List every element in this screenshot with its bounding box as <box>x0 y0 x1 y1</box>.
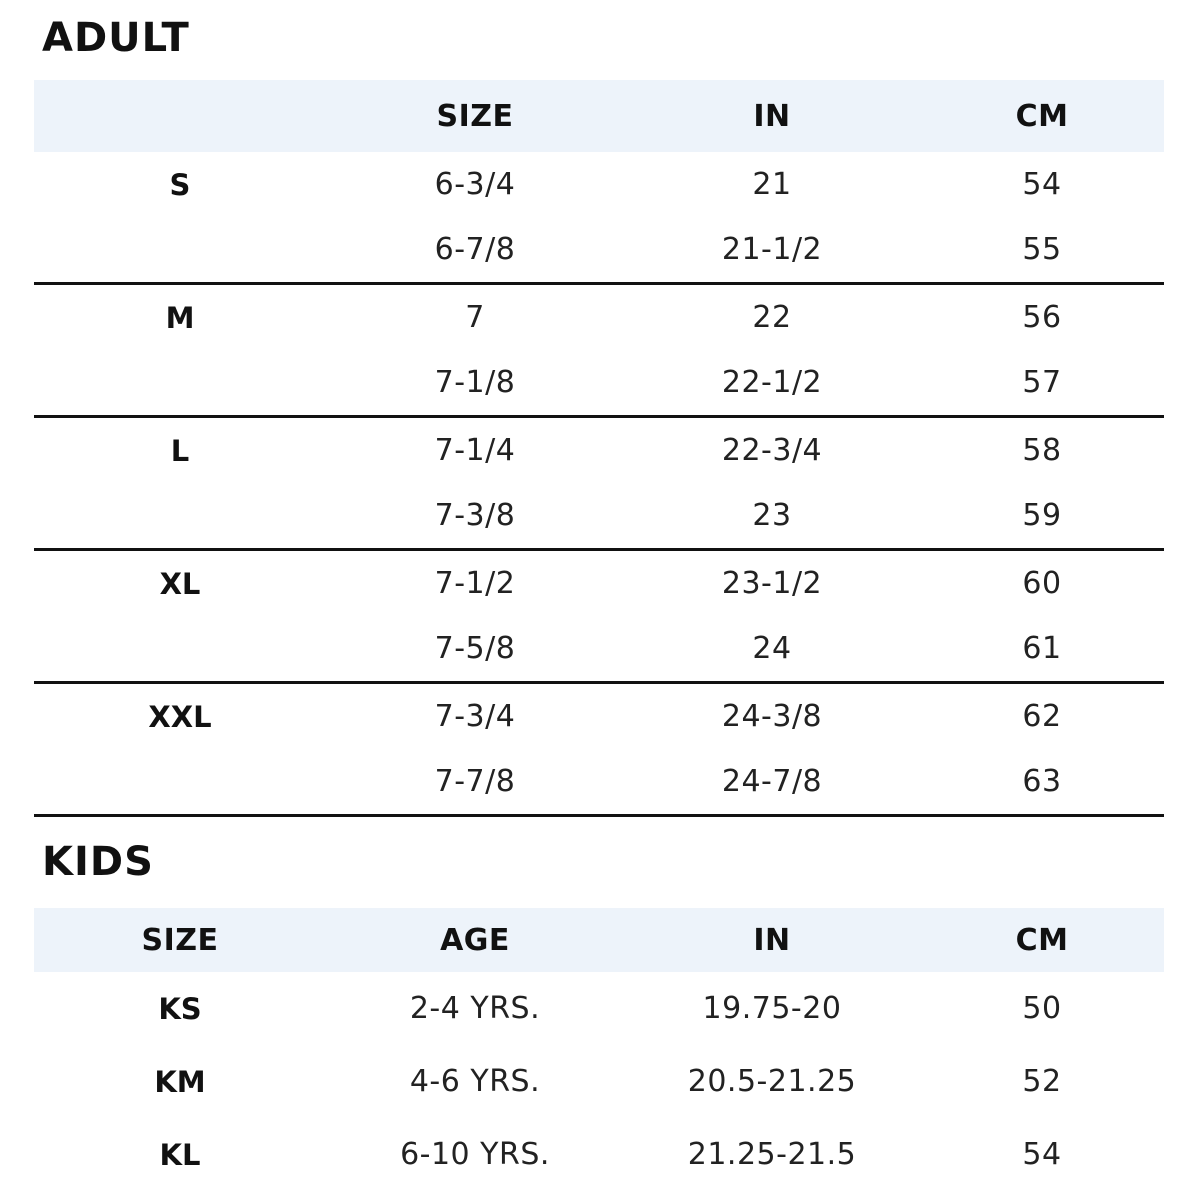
adult-header-in: IN <box>753 98 791 134</box>
adult-in-value: 22-1/2 <box>721 365 823 400</box>
adult-size-value: 6-3/4 <box>434 167 516 202</box>
kids-cm-value: 54 <box>1022 1137 1062 1172</box>
adult-size-value: 7 <box>465 300 485 335</box>
adult-size-label: S <box>169 167 191 202</box>
adult-cm-value: 61 <box>1022 631 1062 666</box>
adult-group-xxl <box>34 684 1164 817</box>
adult-in-value: 22-3/4 <box>721 433 823 468</box>
adult-size-value: 7-1/2 <box>434 566 516 601</box>
kids-header-in: IN <box>753 922 791 958</box>
adult-group-xl <box>34 551 1164 684</box>
table-row <box>34 1045 1164 1118</box>
table-row <box>34 418 1164 483</box>
adult-size-value: 7-7/8 <box>434 764 516 799</box>
adult-header-size: SIZE <box>436 98 514 134</box>
kids-size-label: KM <box>154 1064 206 1099</box>
table-row <box>34 217 1164 282</box>
table-row <box>34 749 1164 814</box>
adult-in-value: 23-1/2 <box>721 566 823 601</box>
table-row <box>34 972 1164 1045</box>
kids-header-cm: CM <box>1015 922 1069 958</box>
adult-size-value: 7-5/8 <box>434 631 516 666</box>
kids-in-value: 21.25-21.5 <box>687 1137 857 1172</box>
adult-in-value: 24 <box>752 631 792 666</box>
kids-header-age: AGE <box>440 922 510 958</box>
kids-in-value: 20.5-21.25 <box>687 1064 857 1099</box>
kids-age-value: 2-4 YRS. <box>409 991 541 1026</box>
empty-cell <box>34 350 326 415</box>
table-row <box>34 152 1164 217</box>
adult-size-value: 7-3/8 <box>434 498 516 533</box>
adult-in-value: 22 <box>752 300 792 335</box>
kids-age-value: 6-10 YRS. <box>400 1137 550 1172</box>
kids-size-label: KS <box>158 991 202 1026</box>
kids-in-value: 19.75-20 <box>702 991 842 1026</box>
table-row <box>34 1118 1164 1191</box>
empty-cell <box>34 616 326 681</box>
table-row <box>34 616 1164 681</box>
adult-cm-value: 55 <box>1022 232 1062 267</box>
adult-header-cm: CM <box>1015 98 1069 134</box>
adult-cm-value: 62 <box>1022 699 1062 734</box>
adult-size-value: 7-1/4 <box>434 433 516 468</box>
adult-group-s <box>34 152 1164 285</box>
table-row <box>34 350 1164 415</box>
adult-in-value: 24-7/8 <box>721 764 823 799</box>
kids-age-value: 4-6 YRS. <box>409 1064 541 1099</box>
adult-cm-value: 59 <box>1022 498 1062 533</box>
adult-header-row <box>34 80 1164 152</box>
adult-cm-value: 63 <box>1022 764 1062 799</box>
kids-header-size: SIZE <box>141 922 219 958</box>
adult-section-title: ADULT <box>42 15 190 61</box>
adult-size-value: 6-7/8 <box>434 232 516 267</box>
kids-header-row <box>34 908 1164 972</box>
adult-size-value: 7-1/8 <box>434 365 516 400</box>
adult-in-value: 21 <box>752 167 792 202</box>
adult-in-value: 23 <box>752 498 792 533</box>
adult-size-value: 7-3/4 <box>434 699 516 734</box>
adult-in-value: 21-1/2 <box>721 232 823 267</box>
adult-size-label: XL <box>159 566 201 601</box>
adult-size-label: M <box>165 300 195 335</box>
adult-group-m <box>34 285 1164 418</box>
adult-in-value: 24-3/8 <box>721 699 823 734</box>
empty-cell <box>34 217 326 282</box>
adult-size-label: L <box>170 433 190 468</box>
table-row <box>34 483 1164 548</box>
empty-cell <box>34 749 326 814</box>
adult-cm-value: 60 <box>1022 566 1062 601</box>
table-row <box>34 684 1164 749</box>
kids-size-table <box>34 908 1164 1191</box>
adult-size-label: XXL <box>148 699 212 734</box>
empty-cell <box>34 483 326 548</box>
adult-group-l <box>34 418 1164 551</box>
kids-cm-value: 52 <box>1022 1064 1062 1099</box>
kids-cm-value: 50 <box>1022 991 1062 1026</box>
table-row <box>34 285 1164 350</box>
adult-cm-value: 57 <box>1022 365 1062 400</box>
adult-size-table <box>34 80 1164 817</box>
kids-section-title: KIDS <box>42 839 154 885</box>
adult-cm-value: 58 <box>1022 433 1062 468</box>
kids-size-label: KL <box>159 1137 201 1172</box>
adult-cm-value: 56 <box>1022 300 1062 335</box>
table-row <box>34 551 1164 616</box>
adult-cm-value: 54 <box>1022 167 1062 202</box>
